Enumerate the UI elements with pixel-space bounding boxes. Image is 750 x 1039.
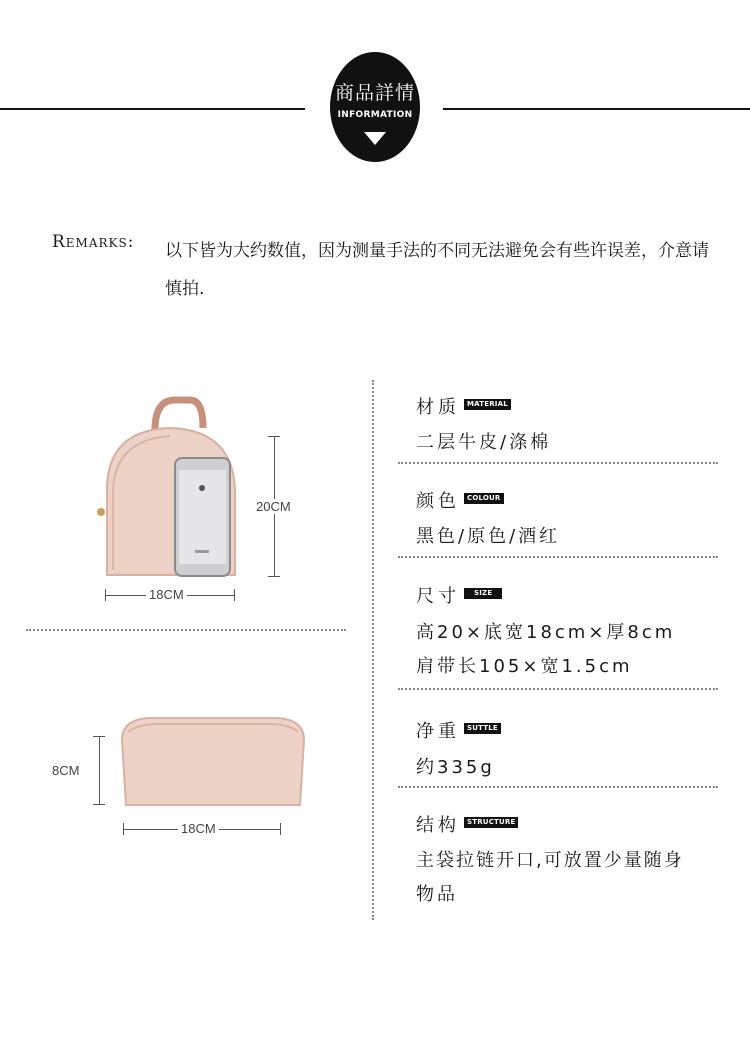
bottom-width-cap-right <box>280 823 281 835</box>
structure-value-2: 物品 <box>416 884 458 905</box>
spec-divider-3 <box>398 688 718 690</box>
structure-title: 结构 <box>416 815 460 836</box>
depth-label: 8CM <box>52 763 80 778</box>
material-value: 二层牛皮/涤棉 <box>416 432 552 453</box>
weight-value: 约335g <box>416 757 495 778</box>
down-triangle-icon <box>364 132 386 145</box>
structure-value-1: 主袋拉链开口,可放置少量随身 <box>416 850 684 871</box>
section-badge <box>330 52 420 162</box>
bag-front-image <box>95 390 245 580</box>
material-title: 材质 <box>416 397 460 418</box>
width-label: 18CM <box>146 587 187 602</box>
colour-tag: COLOUR <box>464 493 504 504</box>
bottom-width-label: 18CM <box>178 821 219 836</box>
width-dim-cap-right <box>234 589 235 601</box>
spec-divider-1 <box>398 462 718 464</box>
weight-title: 净重 <box>416 721 460 742</box>
size-title: 尺寸 <box>416 586 460 607</box>
height-dim-cap-bottom <box>268 576 280 577</box>
colour-value: 黑色/原色/酒红 <box>416 526 561 547</box>
depth-dim-cap-bottom <box>93 804 105 805</box>
weight-tag: SUTTLE <box>464 723 501 734</box>
spec-divider-4 <box>398 786 718 788</box>
depth-dim-line <box>99 736 100 804</box>
vertical-divider <box>372 380 374 920</box>
badge-title: 商品詳情 <box>334 82 415 104</box>
size-tag: SIZE <box>464 588 502 599</box>
remarks-text: 以下皆为大约数值，因为测量手法的不同无法避免会有些许误差，介意请慎拍. <box>165 241 709 299</box>
left-divider <box>26 629 346 631</box>
badge-subtitle: INFORMATION <box>337 110 413 120</box>
width-dim-cap-left <box>105 589 106 601</box>
height-label: 20CM <box>256 499 291 514</box>
depth-dim-cap-top <box>93 736 105 737</box>
structure-tag: STRUCTURE <box>464 817 518 828</box>
size-value-1: 高20×底宽18cm×厚8cm <box>416 622 676 643</box>
height-dim-cap-top <box>268 436 280 437</box>
header-rule-left <box>0 108 305 110</box>
spec-divider-2 <box>398 556 718 558</box>
header-rule-right <box>443 108 750 110</box>
remarks-label: Remarks: <box>52 232 135 252</box>
size-value-2: 肩带长105×宽1.5cm <box>416 656 633 677</box>
material-tag: MATERIAL <box>464 399 511 410</box>
bottom-width-cap-left <box>123 823 124 835</box>
colour-title: 颜色 <box>416 491 460 512</box>
bag-bottom-image <box>118 710 308 810</box>
